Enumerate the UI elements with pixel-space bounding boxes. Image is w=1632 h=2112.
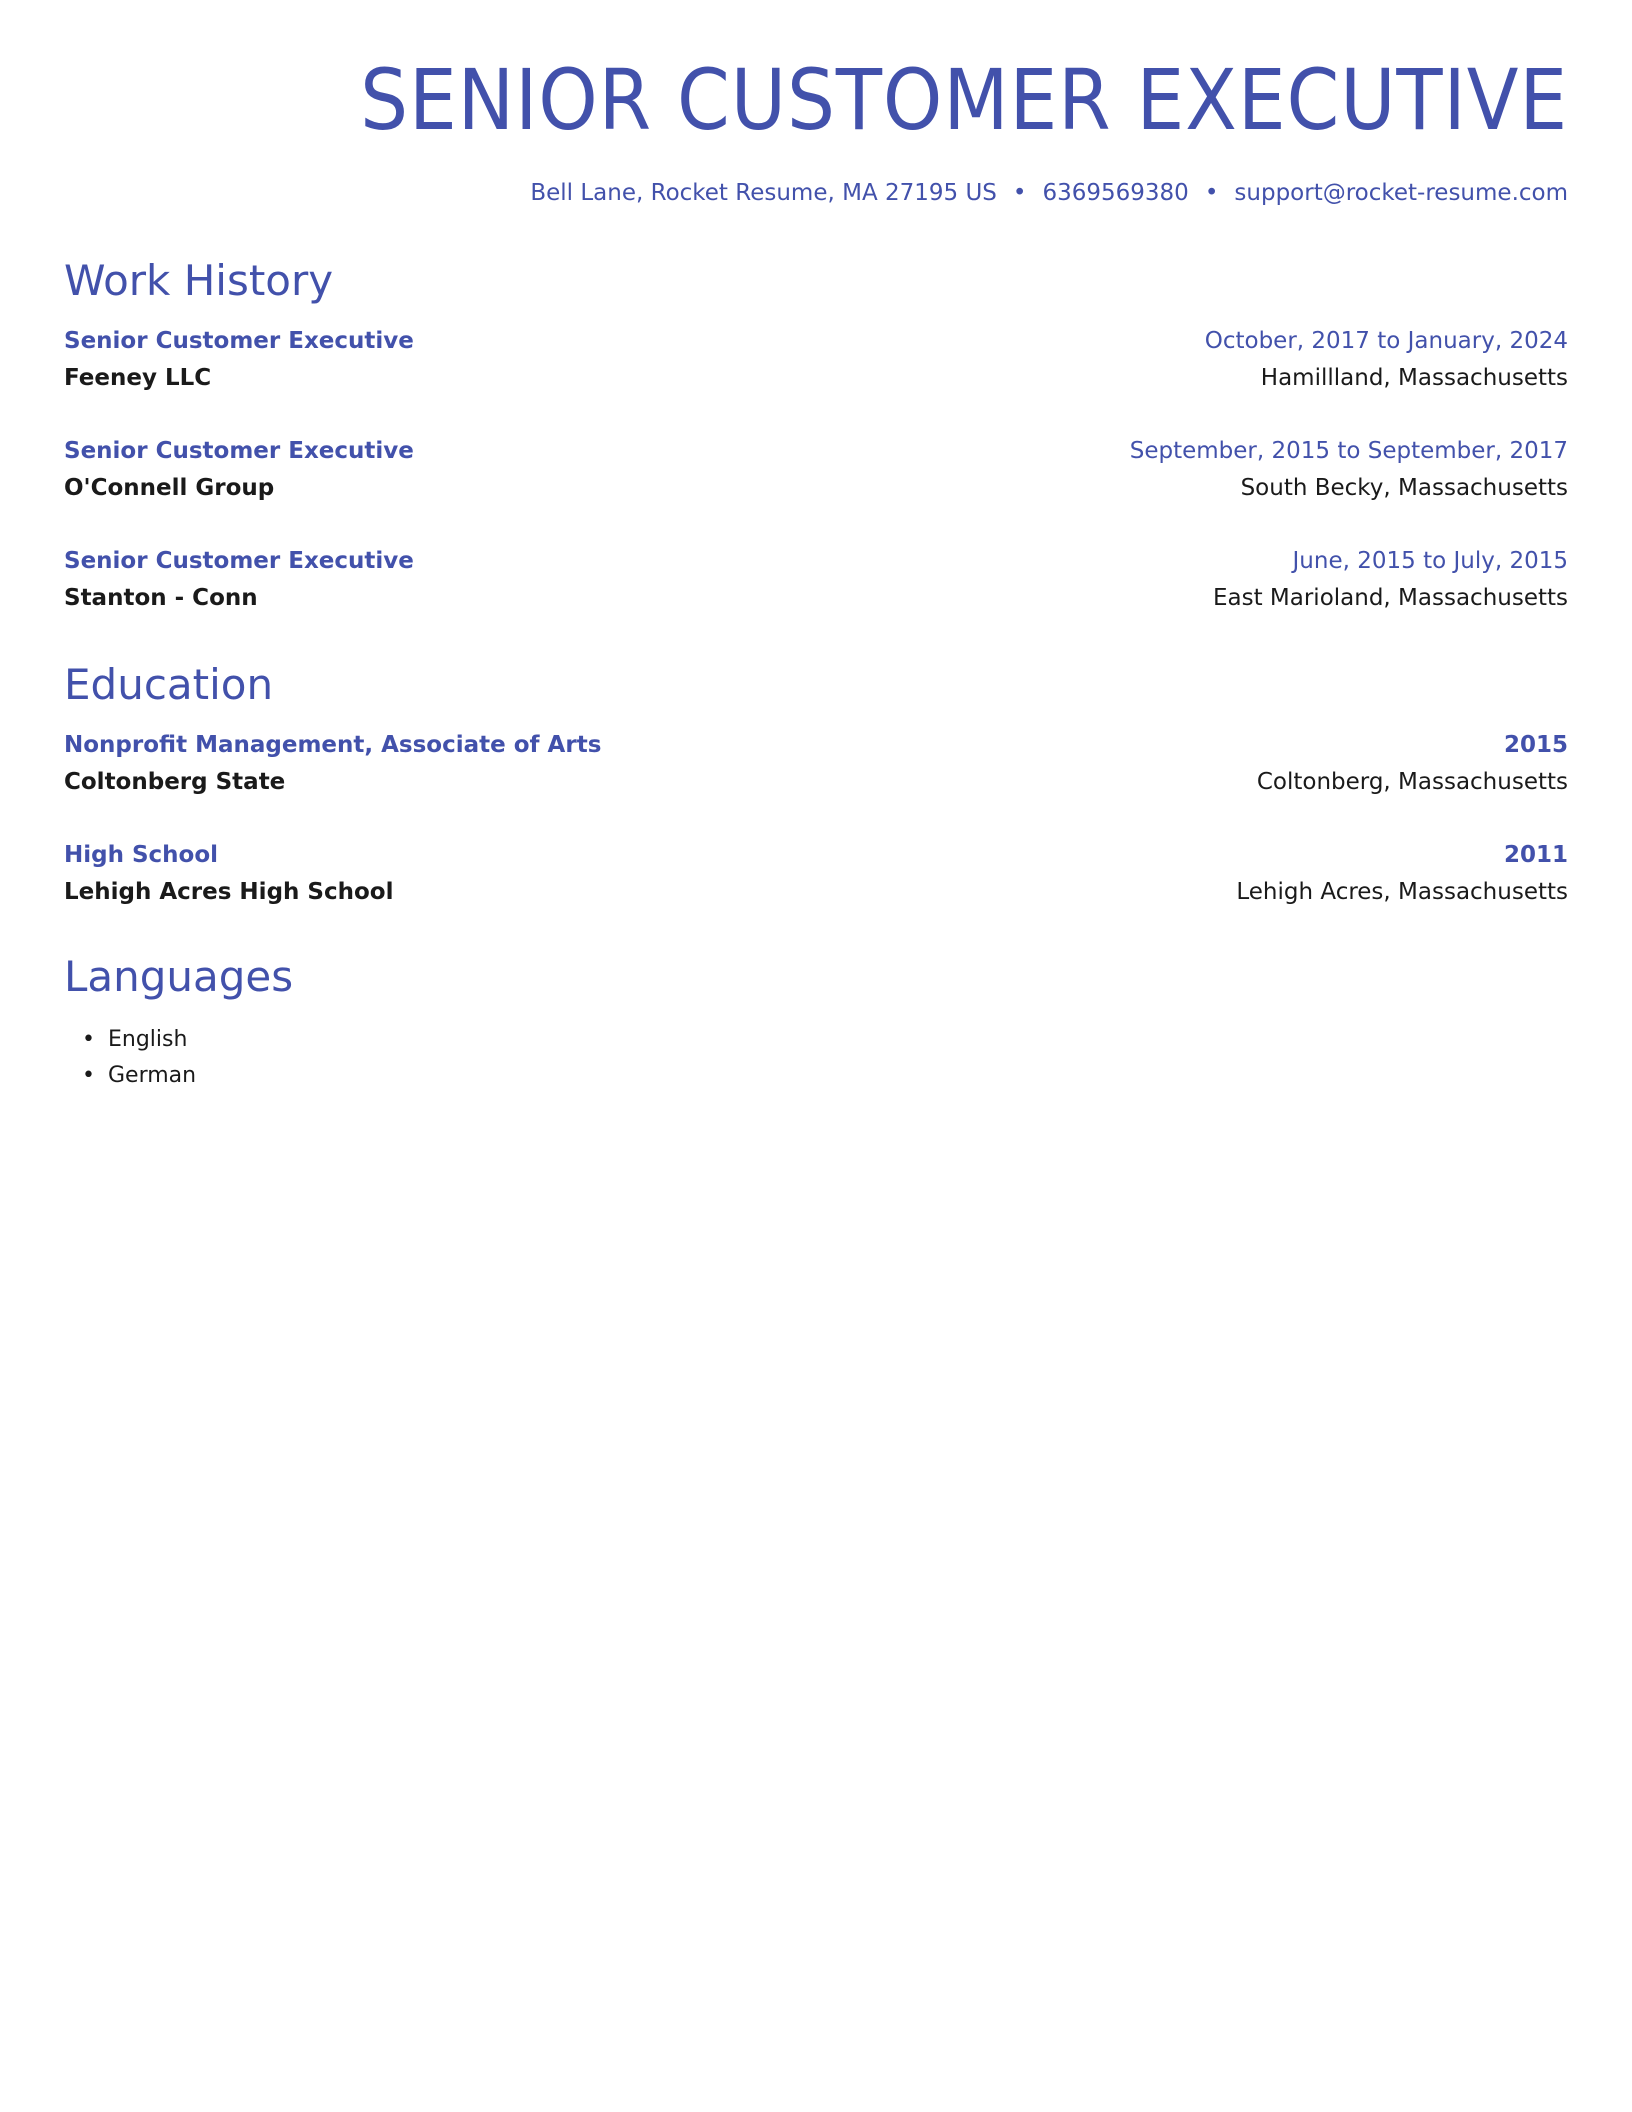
bullet-icon: • xyxy=(82,1027,95,1052)
education-entry-details xyxy=(64,769,1568,806)
school-location: Lehigh Acres, Massachusetts xyxy=(1236,879,1568,905)
company-name: Feeney LLC xyxy=(64,365,212,391)
school-name: Coltonberg State xyxy=(64,769,286,795)
work-history-list xyxy=(64,328,1568,622)
company-name: O'Connell Group xyxy=(64,475,275,501)
degree-name: High School xyxy=(64,842,219,868)
language-item xyxy=(82,1022,1568,1058)
bullet-icon: • xyxy=(82,1063,95,1088)
school-location: Coltonberg, Massachusetts xyxy=(1256,769,1568,795)
work-entry-details xyxy=(64,475,1568,512)
work-entry-details xyxy=(64,365,1568,402)
work-history-heading: Work History xyxy=(64,256,334,305)
contact-email: support@rocket-resume.com xyxy=(1234,180,1568,206)
graduation-year: 2015 xyxy=(1503,732,1568,758)
work-entry-header xyxy=(64,438,1568,475)
job-dates: June, 2015 to July, 2015 xyxy=(1292,548,1568,574)
job-title: Senior Customer Executive xyxy=(64,548,414,574)
job-location: East Marioland, Massachusetts xyxy=(1212,585,1568,611)
job-title: Senior Customer Executive xyxy=(64,438,414,464)
contact-address: Bell Lane, Rocket Resume, MA 27195 US xyxy=(530,180,997,206)
job-dates: October, 2017 to January, 2024 xyxy=(1204,328,1568,354)
work-entry xyxy=(64,328,1568,402)
work-entry-header xyxy=(64,548,1568,585)
company-name: Stanton - Conn xyxy=(64,585,258,611)
language-name: German xyxy=(108,1063,197,1088)
education-entry xyxy=(64,842,1568,916)
job-location: Hamillland, Massachusetts xyxy=(1260,365,1568,391)
education-entry-details xyxy=(64,879,1568,916)
languages-list xyxy=(64,1022,1568,1094)
language-item xyxy=(82,1058,1568,1094)
job-dates: September, 2015 to September, 2017 xyxy=(1129,438,1568,464)
contact-separator: • xyxy=(1012,180,1027,206)
contact-phone: 6369569380 xyxy=(1042,180,1189,206)
school-name: Lehigh Acres High School xyxy=(64,879,394,905)
education-entry xyxy=(64,732,1568,806)
contact-line xyxy=(64,180,1568,206)
job-title: Senior Customer Executive xyxy=(64,328,414,354)
education-entry-header xyxy=(64,842,1568,879)
work-entry xyxy=(64,548,1568,622)
work-entry-details xyxy=(64,585,1568,622)
education-heading: Education xyxy=(64,660,274,709)
work-entry-header xyxy=(64,328,1568,365)
education-entry-header xyxy=(64,732,1568,769)
work-entry xyxy=(64,438,1568,512)
job-location: South Becky, Massachusetts xyxy=(1240,475,1568,501)
resume-title: SENIOR CUSTOMER EXECUTIVE xyxy=(360,51,1568,149)
graduation-year: 2011 xyxy=(1503,842,1568,868)
languages-heading: Languages xyxy=(64,952,294,1001)
education-list xyxy=(64,732,1568,916)
degree-name: Nonprofit Management, Associate of Arts xyxy=(64,732,602,758)
contact-separator: • xyxy=(1204,180,1219,206)
language-name: English xyxy=(108,1027,188,1052)
